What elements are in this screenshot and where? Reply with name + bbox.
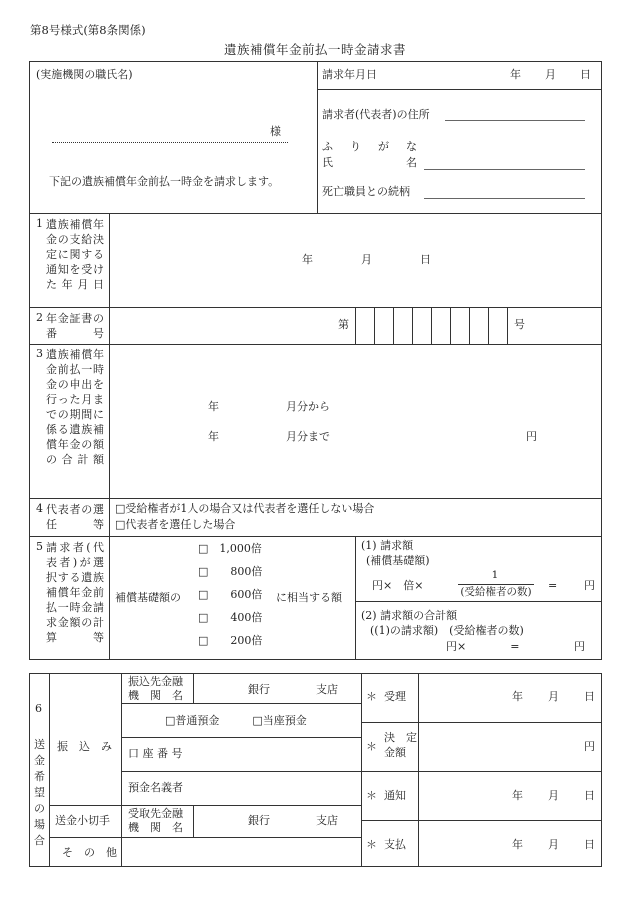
notice-day: 日 xyxy=(584,789,595,802)
notice-month: 月 xyxy=(548,789,559,802)
payment-month: 月 xyxy=(548,838,559,851)
decision-star: ＊ xyxy=(366,740,377,753)
s4-option-2[interactable]: □代表者を選任した場合 xyxy=(115,518,236,531)
s2-go: 号 xyxy=(514,318,525,331)
name-char-1: 氏 xyxy=(322,156,333,169)
payment-year: 年 xyxy=(512,838,523,851)
name-field[interactable] xyxy=(424,169,585,170)
s1-number: 1 xyxy=(36,217,43,230)
notice-label: 通知 xyxy=(384,789,406,802)
receipt-label: 受理 xyxy=(384,690,406,703)
notice-year: 年 xyxy=(512,789,523,802)
s6-char-5: の xyxy=(34,802,45,815)
payment-label: 支払 xyxy=(384,838,406,851)
furigana-4: な xyxy=(406,140,417,153)
decision-label-1: 決 定 xyxy=(384,731,417,744)
s5-label: 請求者(代表者)が選択する遺族補償年金前払一時金請求金額の計算等 xyxy=(46,541,104,644)
notice-star: ＊ xyxy=(366,789,377,802)
s3-label: 遺族補償年金前払一時金の申出を行った月までの期間に係る遺族補償年金の額の合計額 xyxy=(46,348,104,466)
s3-from: 月分から xyxy=(286,400,330,413)
s1-month: 月 xyxy=(361,253,372,266)
receipt-month: 月 xyxy=(548,690,559,703)
s5-frac-numerator: 1 xyxy=(491,569,499,581)
s5-claim-formula: 円× 倍× xyxy=(372,579,424,592)
furigana-2: り xyxy=(350,140,361,153)
s5-claim-yen: 円 xyxy=(584,579,595,592)
s6-char-6: 場 xyxy=(34,818,45,831)
sama-label: 様 xyxy=(270,125,281,138)
other-label: そ の 他 xyxy=(62,846,117,859)
s5-number: 5 xyxy=(36,540,43,553)
s5-total-sub: ((1)の請求額) (受給権者の数) xyxy=(370,624,524,637)
s6-char-2: 金 xyxy=(34,754,45,767)
s3-to-year: 年 xyxy=(208,430,219,443)
account-holder-label: 預金名義者 xyxy=(128,781,183,794)
furikomi-label: 振 込 み xyxy=(57,740,112,753)
s5-multiple-1000[interactable]: □ 1,000倍 xyxy=(198,542,262,555)
receipt-year: 年 xyxy=(512,690,523,703)
address-field[interactable] xyxy=(445,120,585,121)
s5-total-title: (2) 請求額の合計額 xyxy=(361,609,458,622)
check-label: 送金小切手 xyxy=(55,814,110,827)
s4-option-1[interactable]: □受給権者が1人の場合又は代表者を選任しない場合 xyxy=(115,502,375,515)
s6-char-3: 希 xyxy=(34,770,45,783)
receipt-star: ＊ xyxy=(366,690,377,703)
s6-number: 6 xyxy=(35,702,42,715)
page-title: 遺族補償年金前払一時金請求書 xyxy=(223,42,406,57)
receive-ginko: 銀行 xyxy=(248,814,270,827)
s3-to: 月分まで xyxy=(286,430,330,443)
s5-claim-eq: = xyxy=(548,579,558,592)
institution-name-line[interactable] xyxy=(52,142,288,143)
bank-ginko: 銀行 xyxy=(248,683,270,696)
bank-label-line2: 機 関 名 xyxy=(128,689,183,702)
s1-day: 日 xyxy=(420,253,431,266)
payment-star: ＊ xyxy=(366,838,377,851)
request-date-day: 日 xyxy=(580,68,591,81)
s5-multiple-800[interactable]: □ 800倍 xyxy=(198,565,263,578)
relation-label: 死亡職員との続柄 xyxy=(322,185,410,198)
deposit-type-options[interactable]: □普通預金 □当座預金 xyxy=(165,714,307,727)
s4-number: 4 xyxy=(36,502,43,515)
s6-char-7: 合 xyxy=(34,834,45,847)
statement-text: 下記の遺族補償年金前払一時金を請求します。 xyxy=(49,175,280,188)
furigana-1: ふ xyxy=(322,140,333,153)
s5-base-label: 補償基礎額の xyxy=(115,591,181,604)
s1-label: 遺族補償年金の支給決定に関する通知を受けた年月日 xyxy=(46,218,104,291)
bank-label-line1: 振込先金融 xyxy=(128,675,183,688)
account-number-label: 口 座 番 号 xyxy=(128,747,183,760)
institution-label: (実施機関の職氏名) xyxy=(36,68,133,81)
decision-label-2: 金額 xyxy=(384,746,406,759)
s5-multiple-400[interactable]: □ 400倍 xyxy=(198,611,263,624)
furigana-3: が xyxy=(378,140,389,153)
s5-claim-title: (1) 請求額 xyxy=(361,539,414,552)
name-char-2: 名 xyxy=(406,156,417,169)
s3-yen: 円 xyxy=(526,430,537,443)
request-date-label: 請求年月日 xyxy=(322,68,377,81)
bank-shiten: 支店 xyxy=(316,683,338,696)
s5-frac-denominator: (受給権者の数) xyxy=(460,586,532,598)
relation-field[interactable] xyxy=(424,198,585,199)
receive-shiten: 支店 xyxy=(316,814,338,827)
s3-number: 3 xyxy=(36,347,43,360)
form-number: 第8号様式(第8条関係) xyxy=(30,23,146,37)
s6-char-1: 送 xyxy=(34,738,45,751)
s5-total-formula: 円× = xyxy=(446,640,520,653)
s4-label: 代表者の選任等 xyxy=(46,503,104,531)
s5-multiple-200[interactable]: □ 200倍 xyxy=(198,634,263,647)
request-date-month: 月 xyxy=(545,68,556,81)
request-date-year: 年 xyxy=(510,68,521,81)
s6-char-4: 望 xyxy=(34,786,45,799)
s5-multiple-600[interactable]: □ 600倍 xyxy=(198,588,263,601)
s2-dai: 第 xyxy=(338,318,349,331)
s5-claim-sub: (補償基礎額) xyxy=(366,554,430,567)
receive-bank-line2: 機 関 名 xyxy=(128,821,183,834)
receipt-day: 日 xyxy=(584,690,595,703)
decision-yen: 円 xyxy=(584,740,595,753)
s2-label: 年金証書の番号 xyxy=(46,312,104,340)
receive-bank-line1: 受取先金融 xyxy=(128,807,183,820)
payment-day: 日 xyxy=(584,838,595,851)
s5-equivalent: に相当する額 xyxy=(276,591,342,604)
address-label: 請求者(代表者)の住所 xyxy=(322,108,430,121)
s2-number: 2 xyxy=(36,311,43,324)
s5-total-yen: 円 xyxy=(574,640,585,653)
fraction-bar xyxy=(458,584,534,585)
s1-year: 年 xyxy=(302,253,313,266)
s3-from-year: 年 xyxy=(208,400,219,413)
